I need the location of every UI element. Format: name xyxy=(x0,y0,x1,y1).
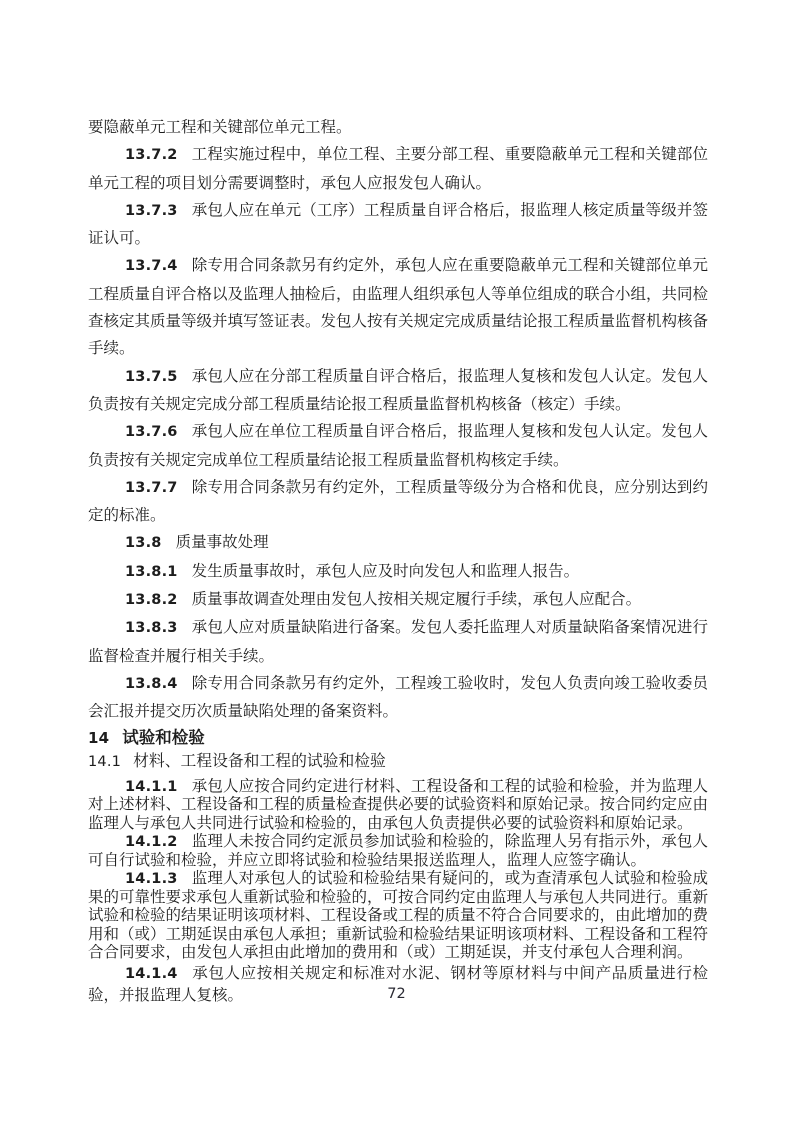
clause-number: 14.1.1 xyxy=(125,778,178,795)
clause-text: 承包人应按合同约定进行材料、工程设备和工程的试验和检验，并为监理人对上述材料、工程设备和工程的质量检查提供必要的试验资料和原始记录。按合同约定应由监理人与承包人共同进行试验和检验的，由承包人负责提供必要的试验资料和原始记录。 xyxy=(88,777,709,832)
clause-paragraph xyxy=(88,418,708,474)
clause-text: 质量事故调查处理由发包人按相关规定履行手续，承包人应配合。 xyxy=(191,591,642,609)
section-title: 材料、工程设备和工程的试验和检验 xyxy=(133,752,386,770)
clause-text: 承包人应按相关规定和标准对水泥、钢材等原材料与中间产品质量进行检验，并报监理人复核。 xyxy=(88,964,708,1004)
clause-text: 工程实施过程中，单位工程、主要分部工程、重要隐蔽单元工程和关键部位单元工程的项目划分需要调整时，承包人应报发包人确认。 xyxy=(88,146,708,192)
clause-text: 质量事故处理 xyxy=(175,534,269,552)
continuation-paragraph xyxy=(88,114,708,141)
clause-number: 13.8.3 xyxy=(125,620,178,637)
clause-number: 14.1.4 xyxy=(125,965,178,982)
clause-paragraph xyxy=(88,870,708,963)
clause-number: 13.7.6 xyxy=(125,424,178,441)
clause-text: 除专用合同条款另有约定外，工程竣工验收时，发包人负责向竣工验收委员会汇报并提交历次质量缺陷处理的备案资料。 xyxy=(88,674,708,721)
clause-text: 承包人应对质量缺陷进行备案。发包人委托监理人对质量缺陷备案情况进行监督检查并履行相关手续。 xyxy=(88,619,708,665)
clause-paragraph xyxy=(88,586,708,614)
test-clauses-section xyxy=(88,778,708,1006)
clause-number: 13.8.4 xyxy=(125,675,178,692)
clause-paragraph xyxy=(88,363,708,419)
clause-subheading xyxy=(88,529,708,557)
chapter-heading xyxy=(88,726,708,750)
clause-text: 除专用合同条款另有约定外，工程质量等级分为合格和优良，应分别达到约定的标准。 xyxy=(88,478,708,525)
chapter-title: 试验和检验 xyxy=(122,727,205,747)
continuation-text: 要隐蔽单元工程和关键部位单元工程。 xyxy=(88,119,352,136)
clause-number: 13.7.4 xyxy=(125,258,178,275)
clause-paragraph xyxy=(88,197,708,253)
clause-number: 13.7.3 xyxy=(125,202,178,219)
clause-paragraph xyxy=(88,614,708,670)
clause-text: 发生质量事故时，承包人应及时向发包人和监理人报告。 xyxy=(191,562,580,580)
clause-number: 13.8.1 xyxy=(125,563,178,580)
clause-paragraph xyxy=(88,558,708,586)
page-number: 72 xyxy=(387,986,406,1002)
clause-number: 13.8.2 xyxy=(125,592,178,609)
clause-paragraph xyxy=(88,252,708,362)
clause-number: 14.1.3 xyxy=(125,871,178,888)
clause-number: 13.7.2 xyxy=(125,147,178,164)
clause-text: 监理人对承包人的试验和检验结果有疑问的，或为查清承包人试验和检验成果的可靠性要求承包人重新试验和检验的，可按合同约定由监理人与承包人共同进行。重新试验和检验的结果证明该项材料、工程设备或工程的质量不符合合同要求的，由此增加的费用和（或）工期延误由承包人承担；重新试验和检验结果证明该项材料、工程设备和工程符合合同要求，由发包人承担由此增加的费用和（或）工期延误，并支付承包人合理利润。 xyxy=(88,870,709,962)
clause-number: 13.7.5 xyxy=(125,368,178,385)
clause-text: 承包人应在单元（工序）工程质量自评合格后，报监理人核定质量等级并签证认可。 xyxy=(88,201,708,248)
clause-text: 监理人未按合同约定派员参加试验和检验的，除监理人另有指示外，承包人可自行试验和检验，并应立即将试验和检验结果报送监理人，监理人应签字确认。 xyxy=(88,833,708,869)
section-heading xyxy=(88,750,708,774)
chapter-number: 14 xyxy=(88,728,110,747)
clause-paragraph xyxy=(88,670,708,726)
clause-paragraph xyxy=(88,833,708,870)
clause-paragraph xyxy=(88,778,708,834)
clause-number: 14.1.2 xyxy=(125,834,178,851)
quality-clauses-section xyxy=(88,114,708,726)
page-content xyxy=(88,114,708,1006)
clause-paragraph xyxy=(88,141,708,197)
clause-number: 13.7.7 xyxy=(125,479,178,496)
clause-number: 13.8 xyxy=(125,535,162,552)
clause-text: 承包人应在分部工程质量自评合格后，报监理人复核和发包人认定。发包人负责按有关规定完成分部工程质量结论报工程质量监督机构核备（核定）手续。 xyxy=(88,367,708,413)
clause-paragraph xyxy=(88,474,708,530)
clause-text: 除专用合同条款另有约定外，承包人应在重要隐蔽单元工程和关键部位单元工程质量自评合格以及监理人抽检后，由监理人组织承包人等单位组成的联合小组，共同检查核定其质量等级并填写签证表。发包人按有关规定完成质量结论报工程质量监督机构核备手续。 xyxy=(88,257,709,358)
clause-text: 承包人应在单位工程质量自评合格后，报监理人复核和发包人认定。发包人负责按有关规定完成单位工程质量结论报工程质量监督机构核定手续。 xyxy=(88,423,708,469)
section-number: 14.1 xyxy=(88,753,122,770)
